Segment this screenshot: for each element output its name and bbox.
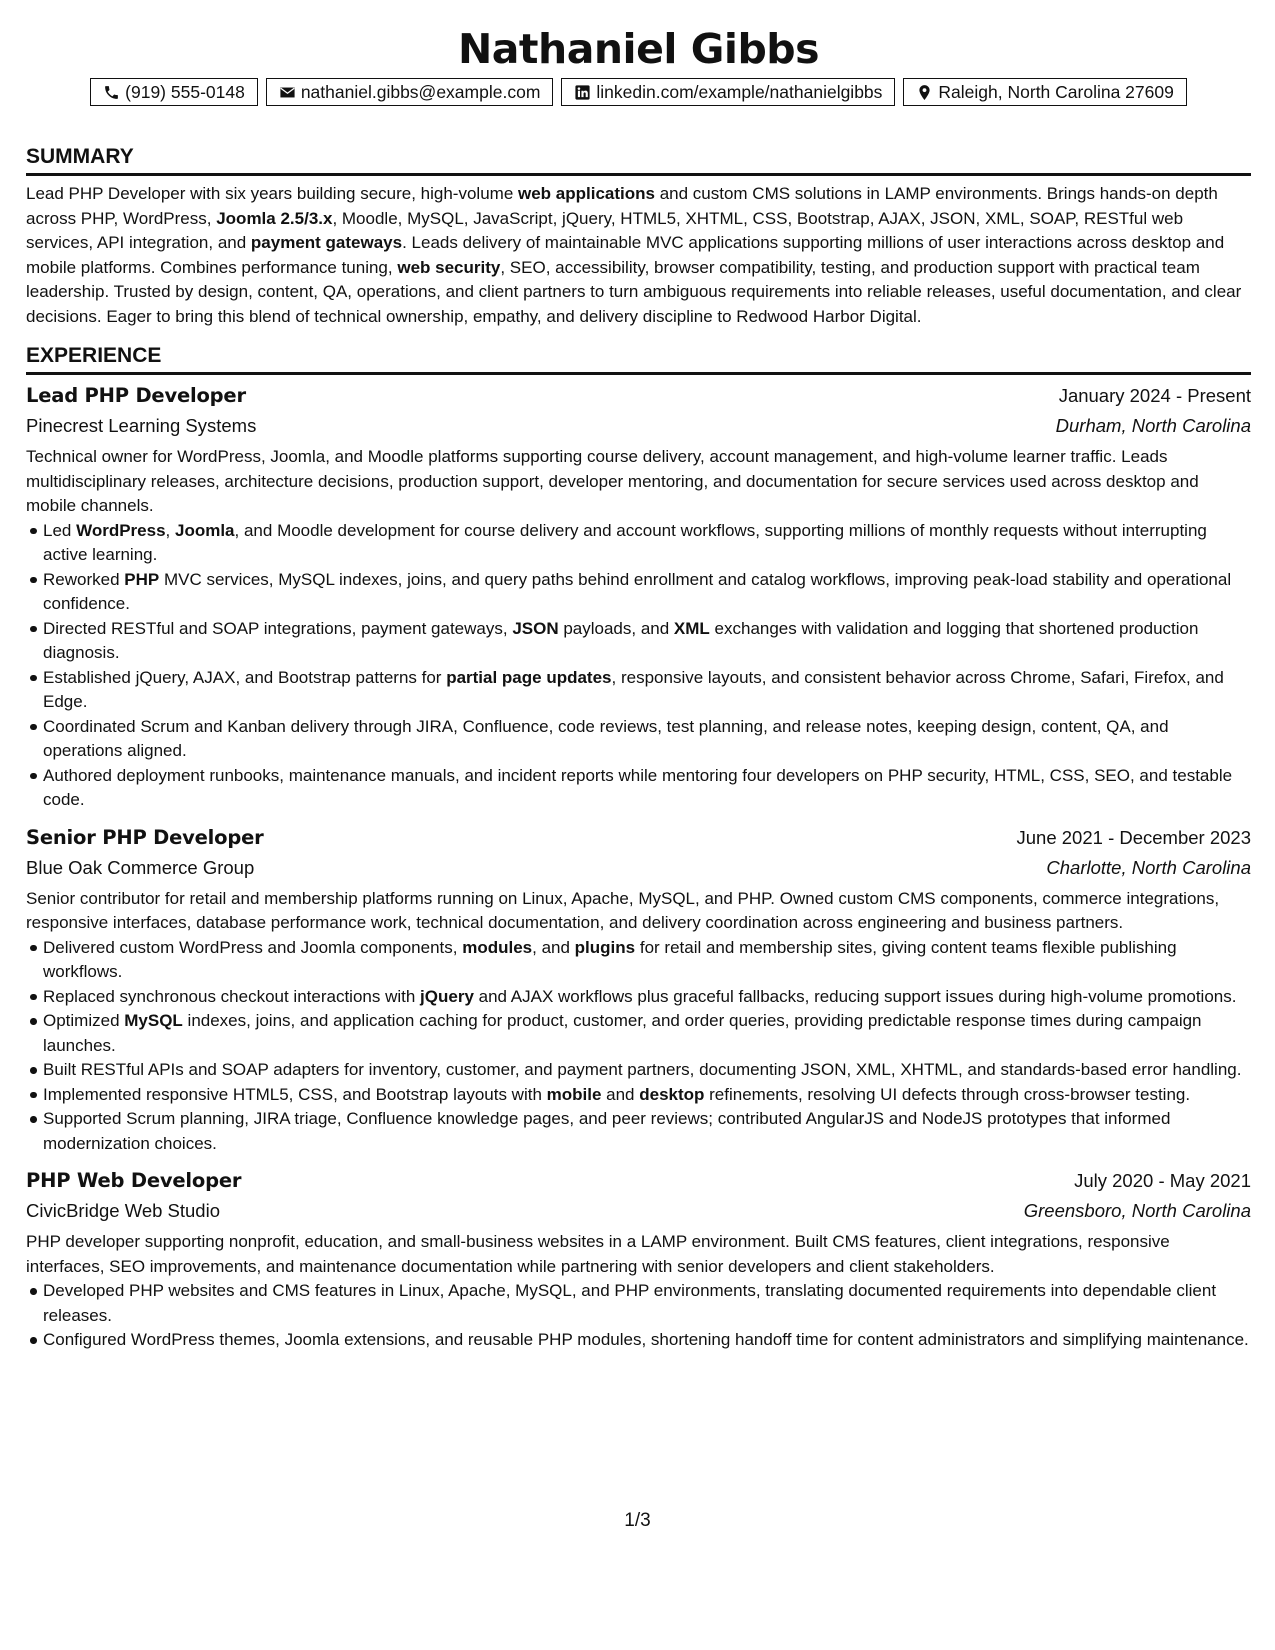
contact-email[interactable] bbox=[266, 78, 554, 106]
job-header-row bbox=[26, 1166, 1251, 1196]
job-bullet: Delivered custom WordPress and Joomla components, modules, and plugins for retail and membership sites, giving content teams flexible publishing workflows. bbox=[43, 936, 1251, 985]
job-summary: Technical owner for WordPress, Joomla, and Moodle platforms supporting course delivery, account management, and high-volume learner traffic. Leads multidisciplinary releases, architecture decisions, production support, developer mentoring, and documentation for secure services used across desktop and mobile channels. bbox=[26, 447, 1199, 515]
job-company-row bbox=[26, 411, 1251, 441]
contact-email-text: nathaniel.gibbs@example.com bbox=[300, 81, 541, 102]
contact-location-text: Raleigh, North Carolina 27609 bbox=[938, 81, 1174, 102]
job-bullet: Replaced synchronous checkout interactions with jQuery and AJAX workflows plus graceful fallbacks, reducing support issues during high-volume promotions. bbox=[43, 985, 1251, 1010]
job-title: PHP Web Developer bbox=[26, 1169, 242, 1192]
job-bullet: Supported Scrum planning, JIRA triage, Confluence knowledge pages, and peer reviews; contributed AngularJS and NodeJS prototypes that informed modernization choices. bbox=[43, 1107, 1251, 1156]
job-summary: Senior contributor for retail and membership platforms running on Linux, Apache, MySQL, and PHP. Owned custom CMS components, commerce integrations, responsive interfaces, database performance work, technical documentation, and delivery coordination across engineering and business partners. bbox=[26, 888, 1220, 932]
summary-divider bbox=[26, 173, 1251, 176]
contact-phone-text: (919) 555-0148 bbox=[125, 81, 245, 102]
map-pin-icon bbox=[916, 84, 933, 101]
job-title: Lead PHP Developer bbox=[26, 384, 246, 407]
job-bullet-list bbox=[26, 519, 1251, 813]
job-entry bbox=[26, 381, 1251, 813]
job-dates: July 2020 - May 2021 bbox=[1074, 1170, 1251, 1191]
experience-divider bbox=[26, 372, 1251, 375]
contact-location[interactable] bbox=[903, 78, 1186, 106]
job-company: Blue Oak Commerce Group bbox=[26, 856, 255, 878]
job-location: Durham, North Carolina bbox=[1055, 415, 1251, 436]
candidate-name: Nathaniel Gibbs bbox=[457, 25, 820, 73]
job-bullet: Led WordPress, Joomla, and Moodle development for course delivery and account workflows, supporting millions of monthly requests without interrupting active learning. bbox=[43, 519, 1251, 568]
contact-linkedin[interactable] bbox=[561, 78, 895, 106]
job-bullet: Developed PHP websites and CMS features in Linux, Apache, MySQL, and PHP environments, translating documented requirements into dependable client releases. bbox=[43, 1279, 1251, 1328]
job-bullet: Directed RESTful and SOAP integrations, payment gateways, JSON payloads, and XML exchanges with validation and logging that shortened production diagnosis. bbox=[43, 617, 1251, 666]
job-entry bbox=[26, 1166, 1251, 1353]
job-header-row bbox=[26, 823, 1251, 853]
job-bullet: Authored deployment runbooks, maintenance manuals, and incident reports while mentoring four developers on PHP security, HTML, CSS, SEO, and testable code. bbox=[43, 764, 1251, 813]
job-company: Pinecrest Learning Systems bbox=[26, 415, 257, 436]
job-summary: PHP developer supporting nonprofit, education, and small-business websites in a LAMP environment. Built CMS features, client integrations, responsive interfaces, SEO improvements, and maintenance documentation while partnering with senior developers and client stakeholders. bbox=[26, 1232, 1170, 1276]
job-bullet-list bbox=[26, 936, 1251, 1157]
job-header-row bbox=[26, 381, 1251, 411]
job-dates: June 2021 - December 2023 bbox=[1016, 826, 1251, 848]
experience-heading: EXPERIENCE bbox=[26, 344, 162, 367]
job-company-row bbox=[26, 853, 1251, 883]
job-entry bbox=[26, 823, 1251, 1157]
linkedin-icon bbox=[574, 84, 591, 101]
contact-bar bbox=[26, 78, 1251, 106]
job-bullet: Implemented responsive HTML5, CSS, and Bootstrap layouts with mobile and desktop refinements, resolving UI defects through cross-browser testing. bbox=[43, 1083, 1251, 1108]
job-location: Charlotte, North Carolina bbox=[1046, 856, 1251, 878]
job-bullet: Configured WordPress themes, Joomla extensions, and reusable PHP modules, shortening handoff time for content administrators and simplifying maintenance. bbox=[43, 1328, 1251, 1353]
job-bullet: Coordinated Scrum and Kanban delivery through JIRA, Confluence, code reviews, test planning, and release notes, keeping design, content, QA, and operations aligned. bbox=[43, 715, 1251, 764]
job-location: Greensboro, North Carolina bbox=[1023, 1200, 1251, 1221]
job-company: CivicBridge Web Studio bbox=[26, 1200, 220, 1221]
job-company-row bbox=[26, 1196, 1251, 1226]
contact-linkedin-text: linkedin.com/example/nathanielgibbs bbox=[596, 81, 883, 102]
phone-icon bbox=[103, 84, 120, 101]
contact-phone[interactable] bbox=[90, 78, 258, 106]
summary-text: Lead PHP Developer with six years building secure, high-volume web applications and custom CMS solutions in LAMP environments. Brings hands-on depth across PHP, WordPress, Joomla 2.5/3.x, Moodle, MySQL, JavaScript, jQuery, HTML5, XHTML, CSS, Bootstrap, AJAX, JSON, XML, SOAP, RESTful web services, API integration, and payment gateways. Leads delivery of maintainable MVC applications supporting millions of user interactions across desktop and mobile platforms. Combines performance tuning, web security, SEO, accessibility, browser compatibility, testing, and production support with practical team leadership. Trusted by design, content, QA, operations, and client partners to turn ambiguous requirements into reliable releases, useful documentation, and clear decisions. Eager to bring this blend of technical ownership, empathy, and delivery discipline to Redwood Harbor Digital. bbox=[26, 184, 1242, 326]
envelope-icon bbox=[279, 84, 296, 101]
job-bullet: Built RESTful APIs and SOAP adapters for inventory, customer, and payment partners, documenting JSON, XML, XHTML, and standards-based error handling. bbox=[43, 1058, 1251, 1083]
job-bullet-list bbox=[26, 1279, 1251, 1353]
job-bullet: Reworked PHP MVC services, MySQL indexes, joins, and query paths behind enrollment and catalog workflows, improving peak-load stability and operational confidence. bbox=[43, 568, 1251, 617]
job-bullet: Optimized MySQL indexes, joins, and application caching for product, customer, and order queries, providing predictable response times during campaign launches. bbox=[43, 1009, 1251, 1058]
job-bullet: Established jQuery, AJAX, and Bootstrap patterns for partial page updates, responsive layouts, and consistent behavior across Chrome, Safari, Firefox, and Edge. bbox=[43, 666, 1251, 715]
job-title: Senior PHP Developer bbox=[26, 825, 264, 849]
page-number: 1/3 bbox=[624, 1510, 651, 1531]
summary-heading: SUMMARY bbox=[26, 145, 134, 168]
resume-page bbox=[26, 0, 1251, 1353]
experience-list bbox=[26, 381, 1251, 1353]
job-dates: January 2024 - Present bbox=[1058, 385, 1251, 406]
